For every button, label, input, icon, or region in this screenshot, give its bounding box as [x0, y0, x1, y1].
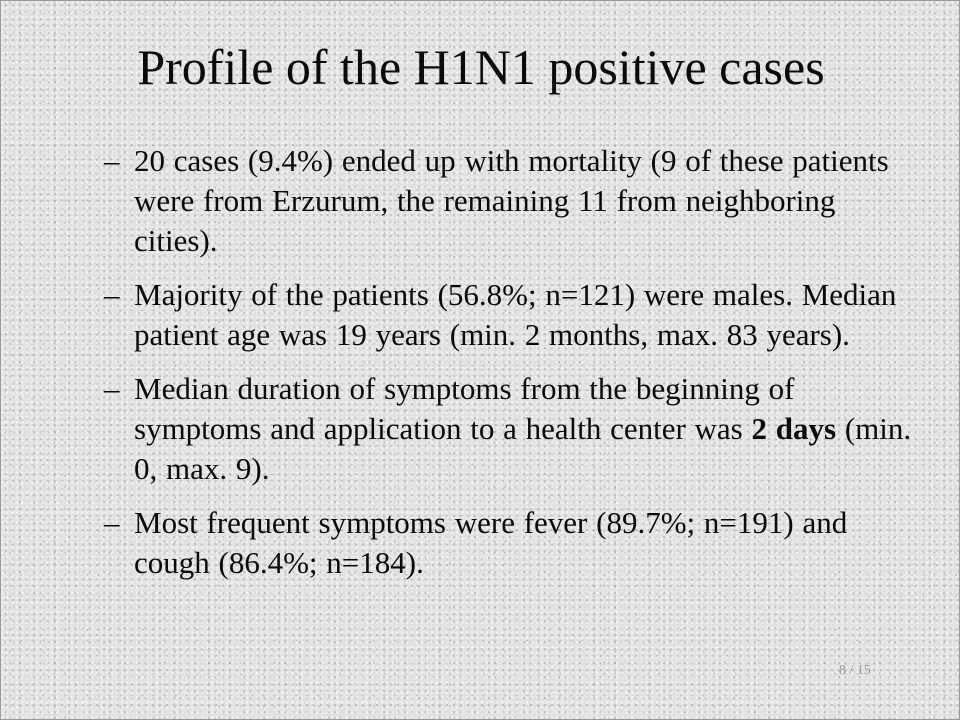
bullet-list [104, 141, 914, 597]
page-number [839, 663, 871, 679]
bullet-text-after: (min. 0, max. 9). [134, 411, 912, 486]
page-current: 8 [839, 663, 846, 678]
bullet-text: Most frequent symptoms were fever (89.7%; n=191) and cough (86.4%; n=184). [134, 505, 848, 580]
bullet-text [134, 369, 914, 489]
bullet-text-bold: 2 days [751, 411, 837, 446]
bullet-item-frequent-symptoms [104, 503, 914, 583]
bullet-item-demographics [104, 275, 914, 355]
bullet-dash: – [104, 277, 120, 312]
bullet-text-before: Median duration of symptoms from the beginning of symptoms and application to a health center was [134, 371, 795, 446]
bullet-dash: – [104, 143, 120, 178]
bullet-item-symptom-duration [104, 369, 914, 489]
bullet-dash: – [104, 371, 120, 406]
slide-title: Profile of the H1N1 positive cases [137, 39, 825, 95]
page-total: / 15 [849, 663, 871, 678]
bullet-text: 20 cases (9.4%) ended up with mortality (9 of these patients were from Erzurum, the remaining 11 from neighboring cities). [134, 143, 889, 258]
bullet-text: Majority of the patients (56.8%; n=121) were males. Median patient age was 19 years (min. 2 months, max. 83 years). [134, 277, 897, 352]
bullet-item-mortality [104, 141, 914, 261]
bullet-dash: – [104, 505, 120, 540]
